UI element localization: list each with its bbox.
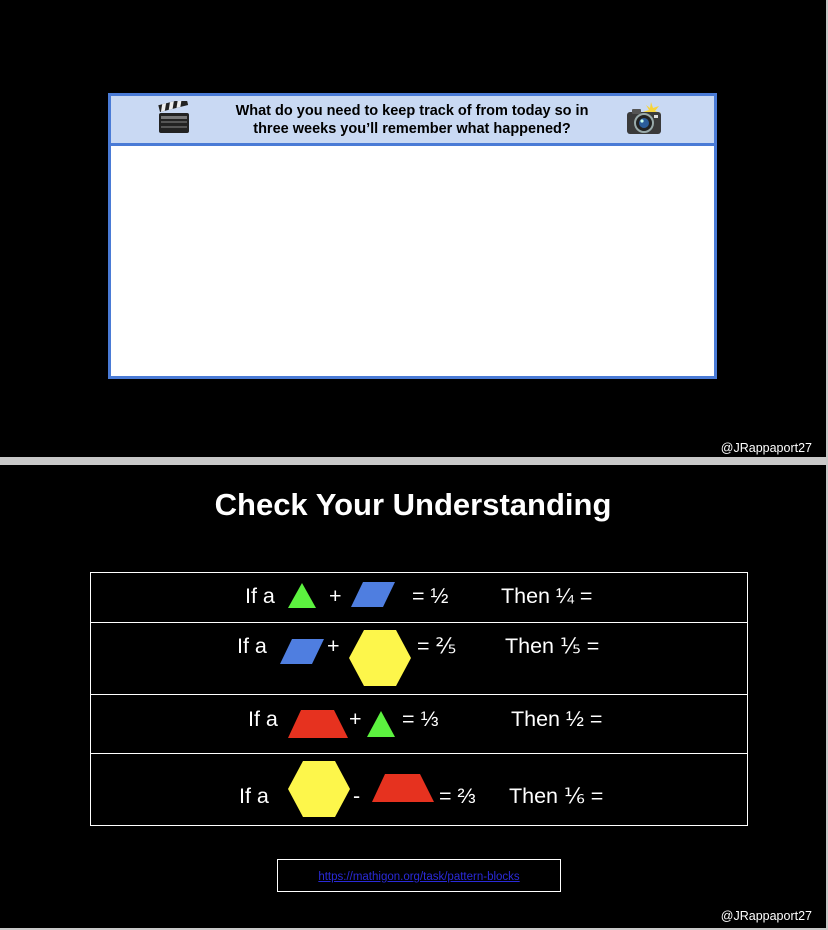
equation-result: = ⅖: [417, 634, 457, 658]
fraction-table: [90, 572, 748, 826]
red-trapezoid-block: [371, 773, 435, 803]
author-handle: @JRappaport27: [720, 441, 812, 455]
reflection-slide: [0, 0, 826, 457]
slide-title: Check Your Understanding: [214, 487, 612, 522]
operator: +: [349, 707, 362, 731]
operator: +: [327, 634, 340, 658]
clapperboard-icon: [157, 101, 191, 135]
table-row: [91, 695, 747, 754]
if-label: If a: [248, 707, 278, 731]
reflection-box: [108, 93, 717, 379]
reflection-question: [201, 102, 623, 138]
yellow-hexagon-block: [348, 629, 412, 687]
table-row: [91, 573, 747, 623]
if-label: If a: [237, 634, 267, 658]
then-prompt: Then ½ =: [511, 707, 603, 731]
pattern-blocks-link[interactable]: https://mathigon.org/task/pattern-blocks: [318, 871, 520, 883]
then-prompt: Then ¼ =: [501, 584, 593, 608]
green-triangle-block: [366, 710, 396, 738]
green-triangle-block: [287, 582, 317, 609]
author-handle: @JRappaport27: [720, 909, 812, 923]
equation-result: = ⅔: [439, 784, 476, 808]
check-understanding-slide: [0, 465, 826, 928]
equation-result: = ⅓: [402, 707, 439, 731]
camera-flash-icon: [625, 102, 663, 136]
then-prompt: Then ⅕ =: [505, 634, 600, 658]
table-row: [91, 623, 747, 695]
question-line-1: What do you need to keep track of from today so in: [235, 103, 589, 119]
if-label: If a: [245, 584, 275, 608]
link-box: [277, 859, 561, 892]
then-prompt: Then ⅙ =: [509, 784, 604, 808]
blue-rhombus-block: [350, 581, 396, 608]
equation-result: = ½: [412, 584, 449, 608]
if-label: If a: [239, 784, 269, 808]
question-line-2: three weeks you’ll remember what happened?: [253, 121, 571, 137]
yellow-hexagon-block: [287, 760, 351, 818]
table-row: [91, 754, 747, 825]
operator: +: [329, 584, 342, 608]
reflection-header: [111, 96, 714, 146]
blue-rhombus-block: [279, 638, 325, 665]
red-trapezoid-block: [287, 709, 349, 739]
operator: -: [353, 784, 361, 808]
